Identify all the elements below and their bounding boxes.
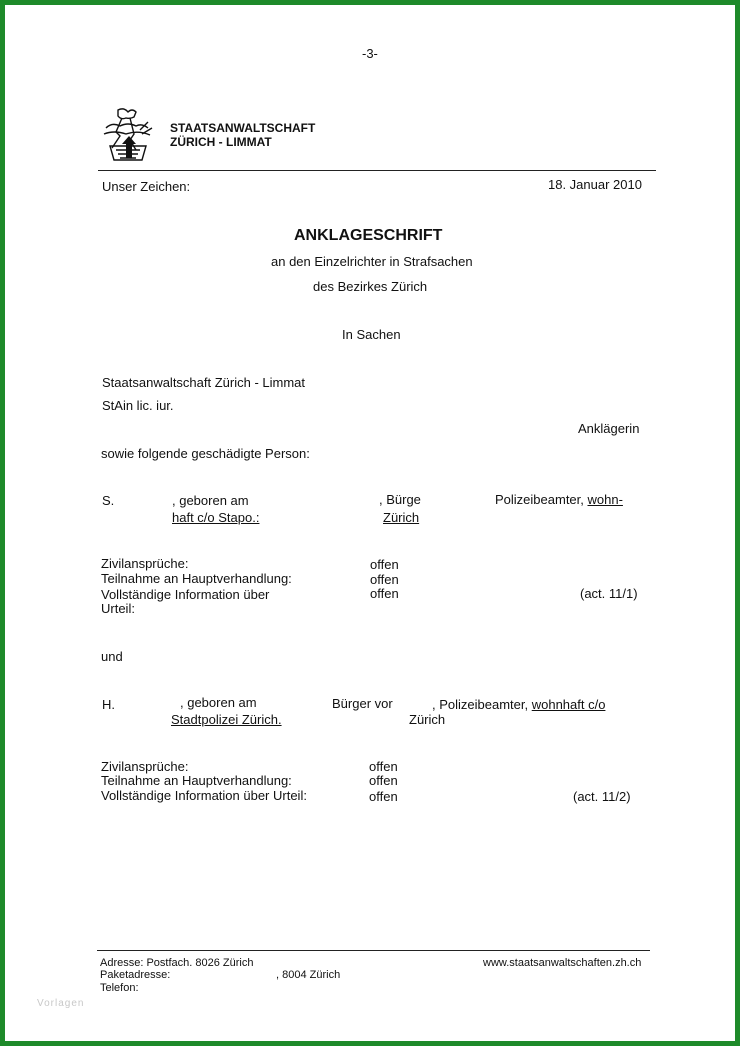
person1-initial: S. <box>102 493 115 508</box>
plaintiff-name: Staatsanwaltschaft Zürich - Limmat <box>102 375 306 390</box>
claims1-teilnahme-label: Teilnahme an Hauptverhandlung: <box>101 571 292 586</box>
person2-born: , geboren am <box>180 695 257 710</box>
footer-website[interactable]: www.staatsanwaltschaften.zh.ch <box>483 957 642 969</box>
claims1-teilnahme-value: offen <box>370 572 399 587</box>
prosecutor: StAin lic. iur. <box>102 398 174 413</box>
footer-paket-label: Paketadresse: <box>100 969 171 981</box>
person2-city: Zürich <box>409 712 446 727</box>
person1-address: haft c/o Stapo.: <box>172 510 260 525</box>
person1-buerger: , Bürge <box>379 492 421 507</box>
plaintiff-role: Anklägerin <box>578 421 640 436</box>
claims2-teilnahme-value: offen <box>369 773 398 788</box>
person2-job-link: wohnhaft c/o <box>531 697 606 712</box>
in-sachen: In Sachen <box>342 327 401 342</box>
watermark: Vorlagen <box>37 998 85 1009</box>
person1-job <box>495 492 623 507</box>
zurich-lion-logo <box>100 106 156 164</box>
unser-zeichen-label: Unser Zeichen: <box>102 179 191 194</box>
footer-paket-value: , 8004 Zürich <box>276 969 341 981</box>
claims1-info-value: offen <box>370 586 399 601</box>
person2-buerger: Bürger vor <box>332 696 393 711</box>
conjunction-und: und <box>101 649 123 664</box>
org-line-2: ZÜRICH - LIMMAT <box>170 135 272 149</box>
claims2-info-value: offen <box>369 789 398 804</box>
footer-address: Adresse: Postfach. 8026 Zürich <box>100 957 254 969</box>
footer-telefon: Telefon: <box>100 982 139 994</box>
person2-initial: H. <box>102 697 115 712</box>
claims2-zivil-value: offen <box>369 759 398 774</box>
org-line-1: STAATSANWALTSCHAFT <box>170 121 316 135</box>
claims2-info-label: Vollständige Information über Urteil: <box>101 788 307 803</box>
header-rule <box>98 170 656 171</box>
page-number: -3- <box>362 46 378 61</box>
organization-name <box>170 121 315 149</box>
claims1-zivil-label: Zivilansprüche: <box>101 556 189 571</box>
footer-rule <box>97 950 650 951</box>
document-date: 18. Januar 2010 <box>548 177 642 192</box>
title-subline-2: des Bezirkes Zürich <box>313 279 428 294</box>
claims1-info-label: Vollständige Information über <box>101 587 270 602</box>
claims1-act: (act. 11/1) <box>580 586 638 601</box>
person2-address: Stadtpolizei Zürich. <box>171 712 282 727</box>
person2-job-prefix: , Polizeibeamter, <box>432 697 532 712</box>
claims1-zivil-value: offen <box>370 557 399 572</box>
claims2-act: (act. 11/2) <box>573 789 631 804</box>
claims2-teilnahme-label: Teilnahme an Hauptverhandlung: <box>101 773 292 788</box>
person2-job <box>432 697 605 712</box>
document-title: ANKLAGESCHRIFT <box>294 227 443 244</box>
claims2-zivil-label: Zivilansprüche: <box>101 759 189 774</box>
person1-born: , geboren am <box>172 493 249 508</box>
person1-job-link: wohn- <box>587 492 623 507</box>
claims1-info-label-cont: Urteil: <box>101 601 135 616</box>
person1-city: Zürich <box>383 510 420 525</box>
title-subline-1: an den Einzelrichter in Strafsachen <box>271 254 473 269</box>
person1-job-prefix: Polizeibeamter, <box>495 492 588 507</box>
injured-intro: sowie folgende geschädigte Person: <box>101 446 310 461</box>
